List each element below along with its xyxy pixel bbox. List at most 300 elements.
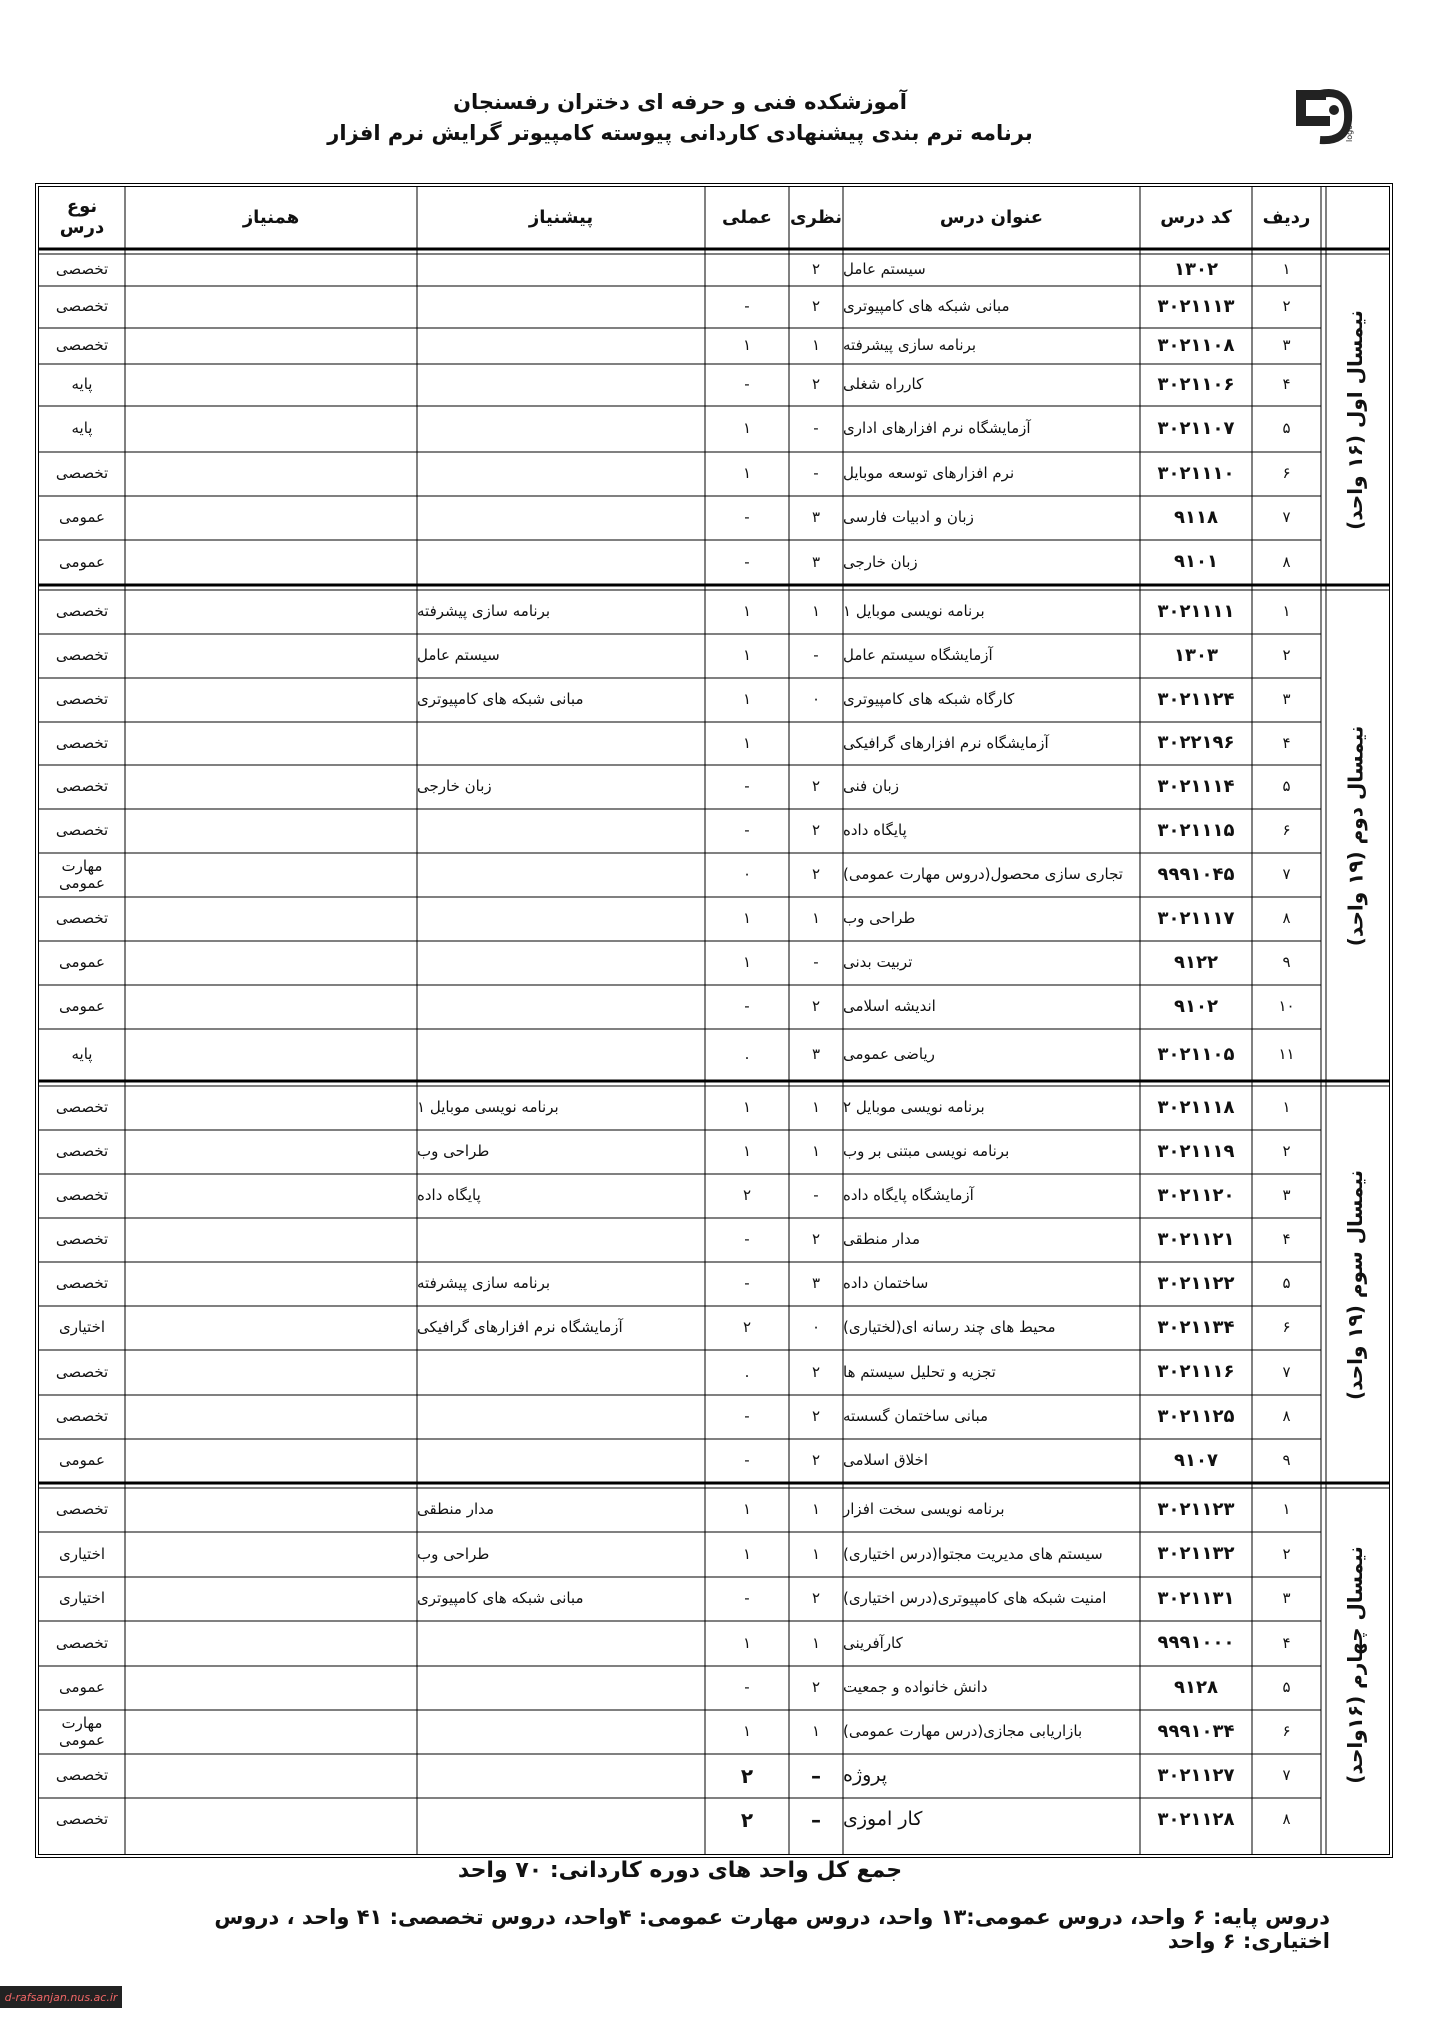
cell-nazari: ۱ bbox=[811, 909, 821, 928]
cell-nazari: ۱ bbox=[811, 602, 821, 621]
cell-code: ۹۹۹۱۰۳۴ bbox=[1157, 1720, 1235, 1742]
cell-amali: ۲ bbox=[742, 1318, 752, 1337]
cell-coreq bbox=[125, 1621, 417, 1666]
cell-amali: ۱ bbox=[742, 464, 752, 483]
cell-radif: ۷ bbox=[1282, 1362, 1291, 1381]
cell-prereq: برنامه سازی پیشرفته bbox=[417, 1274, 551, 1293]
cell-name: زبان فنی bbox=[843, 777, 899, 796]
cell-type: عمومی bbox=[59, 997, 105, 1016]
cell-nazari: - bbox=[813, 464, 819, 483]
cell-amali: ۲ bbox=[740, 1763, 754, 1788]
cell-radif: ۱ bbox=[1282, 260, 1291, 279]
cell-coreq bbox=[125, 286, 417, 328]
cell-type: تخصصی bbox=[55, 1230, 109, 1249]
cell-code: ۹۹۹۱۰۰۰ bbox=[1157, 1632, 1235, 1654]
cell-radif: ۴ bbox=[1282, 733, 1291, 752]
cell-radif: ۹ bbox=[1282, 953, 1291, 972]
cell-code: ۹۱۲۲ bbox=[1174, 951, 1218, 973]
cell-type: تخصصی bbox=[55, 1098, 109, 1117]
cell-name: مدار منطقی bbox=[843, 1230, 921, 1249]
cell-name: کارراه شغلی bbox=[843, 375, 924, 394]
cell-coreq bbox=[125, 1395, 417, 1439]
cell-type: تخصصی bbox=[55, 646, 109, 665]
cell-amali: ۱ bbox=[742, 909, 752, 928]
cell-radif: ۳ bbox=[1282, 336, 1291, 355]
cell-name: کارگاه شبکه های کامپیوتری bbox=[843, 690, 1015, 709]
cell-type: مهارت عمومی bbox=[59, 1713, 105, 1749]
cell-prereq bbox=[417, 722, 705, 765]
cell-coreq bbox=[125, 452, 417, 496]
cell-code: ۳۰۲۱۱۱۵ bbox=[1157, 819, 1235, 841]
cell-amali: ۱ bbox=[742, 419, 752, 438]
cell-prereq bbox=[417, 452, 705, 496]
cell-prereq: طراحی وب bbox=[417, 1142, 490, 1161]
cell-code: ۹۱۰۲ bbox=[1174, 995, 1218, 1017]
cell-prereq: برنامه سازی پیشرفته bbox=[417, 602, 551, 621]
cell-code: ۹۱۲۸ bbox=[1174, 1676, 1218, 1698]
cell-code: ۳۰۲۱۱۱۶ bbox=[1157, 1361, 1235, 1383]
cell-code: ۳۰۲۱۱۱۰ bbox=[1157, 462, 1235, 484]
cell-name: تجزیه و تحلیل سیستم ها bbox=[843, 1362, 996, 1381]
cell-nazari: ۱ bbox=[811, 1142, 821, 1161]
cell-name: محیط های چند رسانه ای(لختیاری) bbox=[843, 1318, 1056, 1337]
cell-nazari: ۲ bbox=[811, 1230, 821, 1249]
cell-coreq bbox=[125, 1710, 417, 1754]
cell-name: سیستم عامل bbox=[843, 260, 926, 279]
cell-radif: ۶ bbox=[1282, 1722, 1291, 1741]
cell-amali: . bbox=[744, 1362, 750, 1381]
cell-nazari: ۲ bbox=[811, 260, 821, 279]
cell-type: اختیاری bbox=[58, 1544, 106, 1563]
cell-coreq bbox=[125, 1666, 417, 1710]
cell-coreq bbox=[125, 1029, 417, 1081]
semester-label-text: نیمسال چهارم (۱۶واحد) bbox=[1343, 1546, 1367, 1784]
cell-prereq bbox=[417, 540, 705, 585]
cell-radif: ۴ bbox=[1282, 1633, 1291, 1652]
cell-name: آزمایشگاه پایگاه داده bbox=[843, 1186, 974, 1205]
cell-amali: - bbox=[744, 508, 750, 527]
cell-type: عمومی bbox=[59, 1678, 105, 1697]
cell-type: تخصصی bbox=[55, 464, 109, 483]
cell-coreq bbox=[125, 1086, 417, 1130]
cell-coreq bbox=[125, 1350, 417, 1395]
cell-coreq bbox=[125, 540, 417, 585]
cell-coreq bbox=[125, 1174, 417, 1218]
cell-nazari: – bbox=[811, 1807, 821, 1832]
cell-prereq bbox=[417, 1439, 705, 1483]
cell-code: ۳۰۲۱۱۲۵ bbox=[1157, 1405, 1235, 1427]
cell-amali: ۲ bbox=[740, 1807, 754, 1832]
cell-coreq bbox=[125, 941, 417, 985]
cell-prereq bbox=[417, 897, 705, 941]
cell-code: ۳۰۲۱۱۱۳ bbox=[1157, 295, 1235, 317]
cell-name: امنیت شبکه های کامپیوتری(درس اختیاری) bbox=[843, 1589, 1107, 1608]
semester-label-text: نیمسال سوم (۱۹ واحد) bbox=[1343, 1169, 1368, 1400]
cell-nazari: ۱ bbox=[811, 336, 821, 355]
cell-name: برنامه نویسی موبایل ۱ bbox=[843, 602, 985, 621]
cell-prereq: زبان خارجی bbox=[417, 777, 492, 796]
cell-coreq bbox=[125, 1306, 417, 1350]
cell-nazari: - bbox=[813, 953, 819, 972]
cell-code: ۳۰۲۱۱۲۲ bbox=[1157, 1272, 1235, 1294]
cell-code: ۳۰۲۲۱۹۶ bbox=[1157, 732, 1235, 754]
cell-amali: ۱ bbox=[742, 690, 752, 709]
cell-type: تخصصی bbox=[55, 297, 109, 316]
cell-name: بازاریابی مجازی(درس مهارت عمومی) bbox=[843, 1722, 1083, 1741]
cell-nazari: ۲ bbox=[811, 821, 821, 840]
cell-radif: ۹ bbox=[1282, 1451, 1291, 1470]
cell-name: کار اموزی bbox=[843, 1808, 923, 1831]
cell-coreq bbox=[125, 1218, 417, 1262]
cell-radif: ۴ bbox=[1282, 375, 1291, 394]
cell-radif: ۳ bbox=[1282, 1589, 1291, 1608]
cell-prereq bbox=[417, 286, 705, 328]
cell-type: عمومی bbox=[59, 1451, 105, 1470]
college-logo bbox=[1290, 80, 1360, 150]
cell-coreq bbox=[125, 1130, 417, 1174]
cell-nazari: ۱ bbox=[811, 1633, 821, 1652]
cell-type: تخصصی bbox=[55, 777, 109, 796]
cell-amali: ۲ bbox=[742, 1186, 752, 1205]
document-subtitle: برنامه ترم بندی پیشنهادی کاردانی پیوسته کامپیوتر گرایش نرم افزار bbox=[327, 121, 1033, 145]
cell-prereq: مبانی شبکه های کامپیوتری bbox=[417, 690, 584, 709]
cell-coreq bbox=[125, 722, 417, 765]
cell-code: ۹۱۰۱ bbox=[1174, 551, 1218, 573]
cell-coreq bbox=[125, 1754, 417, 1798]
cell-amali: - bbox=[744, 375, 750, 394]
cell-name: تجاری سازی محصول(دروس مهارت عمومی) bbox=[843, 865, 1123, 884]
cell-prereq bbox=[417, 941, 705, 985]
cell-coreq bbox=[125, 254, 417, 286]
cell-name: مبانی ساختمان گسسته bbox=[843, 1407, 989, 1426]
cell-name: زبان و ادبیات فارسی bbox=[843, 508, 974, 527]
cell-nazari: ۲ bbox=[811, 297, 821, 316]
cell-amali: - bbox=[744, 1678, 750, 1697]
cell-coreq bbox=[125, 853, 417, 897]
cell-code: ۹۱۱۸ bbox=[1174, 506, 1218, 528]
cell-prereq bbox=[417, 1395, 705, 1439]
cell-prereq: مبانی شبکه های کامپیوتری bbox=[417, 1589, 584, 1608]
cell-code: ۳۰۲۱۱۲۸ bbox=[1157, 1808, 1235, 1830]
header-name: عنوان درس bbox=[939, 206, 1044, 228]
cell-code: ۳۰۲۱۱۳۴ bbox=[1157, 1316, 1235, 1338]
cell-type: عمومی bbox=[59, 552, 105, 571]
semester-label bbox=[1321, 1086, 1389, 1483]
cell-amali: - bbox=[744, 777, 750, 796]
cell-coreq bbox=[125, 1488, 417, 1532]
cell-name: ساختمان داده bbox=[843, 1274, 929, 1293]
cell-type: تخصصی bbox=[55, 1186, 109, 1205]
cell-coreq bbox=[125, 590, 417, 634]
cell-amali: ۱ bbox=[742, 1142, 752, 1161]
cell-radif: ۷ bbox=[1282, 508, 1291, 527]
cell-prereq: سیستم عامل bbox=[417, 646, 500, 665]
cell-nazari: ۳ bbox=[811, 508, 821, 527]
cell-coreq bbox=[125, 1798, 417, 1842]
cell-radif: ۱ bbox=[1282, 1098, 1291, 1117]
cell-radif: ۱۰ bbox=[1278, 997, 1295, 1016]
cell-code: ۹۹۹۱۰۴۵ bbox=[1157, 863, 1235, 885]
cell-type: عمومی bbox=[59, 953, 105, 972]
cell-amali: ۱ bbox=[742, 1098, 752, 1117]
cell-amali: - bbox=[744, 1407, 750, 1426]
cell-code: ۹۱۰۷ bbox=[1174, 1449, 1218, 1471]
cell-amali: - bbox=[744, 821, 750, 840]
cell-type: عمومی bbox=[59, 508, 105, 527]
cell-type: اختیاری bbox=[58, 1589, 106, 1608]
cell-radif: ۲ bbox=[1282, 1544, 1291, 1563]
cell-coreq bbox=[125, 1262, 417, 1306]
cell-type: تخصصی bbox=[55, 1407, 109, 1426]
cell-prereq bbox=[417, 1029, 705, 1081]
cell-prereq bbox=[417, 1621, 705, 1666]
cell-radif: ۱۱ bbox=[1278, 1045, 1295, 1064]
header-prereq: پیشنیاز bbox=[528, 206, 594, 228]
cell-nazari: ۱ bbox=[811, 1722, 821, 1741]
cell-amali: ۱ bbox=[742, 733, 752, 752]
cell-coreq bbox=[125, 765, 417, 809]
header-nazari: نظری bbox=[790, 206, 842, 228]
cell-radif: ۵ bbox=[1282, 1678, 1291, 1697]
cell-name: تربیت بدنی bbox=[843, 953, 913, 972]
semester-label bbox=[1321, 590, 1389, 1081]
cell-amali: - bbox=[744, 997, 750, 1016]
header-amali: عملی bbox=[722, 206, 772, 228]
cell-nazari: - bbox=[813, 646, 819, 665]
cell-name: آزمایشگاه سیستم عامل bbox=[843, 646, 993, 665]
cell-amali: - bbox=[744, 1230, 750, 1249]
cell-nazari: ۲ bbox=[811, 777, 821, 796]
cell-code: ۳۰۲۱۱۰۸ bbox=[1157, 334, 1235, 356]
total-units: جمع کل واحد های دوره کاردانی: ۷۰ واحد bbox=[457, 1858, 903, 1883]
cell-coreq bbox=[125, 985, 417, 1029]
cell-prereq: مدار منطقی bbox=[417, 1500, 495, 1519]
cell-coreq bbox=[125, 1532, 417, 1577]
header-code: کد درس bbox=[1160, 206, 1232, 228]
semester-label bbox=[1321, 254, 1389, 585]
cell-radif: ۱ bbox=[1282, 602, 1291, 621]
cell-radif: ۶ bbox=[1282, 1318, 1291, 1337]
cell-type: تخصصی bbox=[55, 733, 109, 752]
curriculum-table bbox=[35, 183, 1393, 1858]
cell-nazari: ۳ bbox=[811, 552, 821, 571]
cell-name: برنامه نویسی سخت افزار bbox=[843, 1500, 1005, 1519]
cell-radif: ۸ bbox=[1282, 909, 1291, 928]
cell-prereq bbox=[417, 328, 705, 364]
cell-nazari: – bbox=[811, 1763, 821, 1788]
cell-code: ۳۰۲۱۱۲۴ bbox=[1157, 688, 1235, 710]
cell-radif: ۸ bbox=[1282, 1810, 1291, 1829]
cell-amali: ۱ bbox=[742, 953, 752, 972]
cell-amali: ۰ bbox=[742, 865, 752, 884]
cell-prereq bbox=[417, 985, 705, 1029]
cell-radif: ۵ bbox=[1282, 777, 1291, 796]
cell-prereq: پایگاه داده bbox=[417, 1186, 481, 1205]
cell-code: ۳۰۲۱۱۱۸ bbox=[1157, 1096, 1235, 1118]
cell-name: پروژه bbox=[843, 1764, 888, 1787]
cell-coreq bbox=[125, 406, 417, 452]
cell-coreq bbox=[125, 364, 417, 406]
cell-nazari: ۲ bbox=[811, 1407, 821, 1426]
cell-radif: ۷ bbox=[1282, 865, 1291, 884]
cell-amali: - bbox=[744, 1451, 750, 1470]
cell-nazari: - bbox=[813, 1186, 819, 1205]
cell-prereq bbox=[417, 1666, 705, 1710]
cell-code: ۱۳۰۳ bbox=[1174, 644, 1218, 666]
cell-prereq bbox=[417, 1710, 705, 1754]
cell-code: ۱۳۰۲ bbox=[1174, 258, 1218, 280]
cell-nazari: ۰ bbox=[811, 690, 821, 709]
cell-radif: ۸ bbox=[1282, 552, 1291, 571]
cell-code: ۳۰۲۱۱۱۹ bbox=[1157, 1140, 1235, 1162]
cell-type: تخصصی bbox=[55, 602, 109, 621]
cell-nazari: ۲ bbox=[811, 997, 821, 1016]
cell-type: مهارت عمومی bbox=[59, 856, 105, 892]
cell-prereq bbox=[417, 809, 705, 853]
cell-type: تخصصی bbox=[55, 336, 109, 355]
cell-coreq bbox=[125, 809, 417, 853]
cell-coreq bbox=[125, 496, 417, 540]
cell-coreq bbox=[125, 634, 417, 678]
cell-amali: ۱ bbox=[742, 1500, 752, 1519]
cell-type: پایه bbox=[71, 1045, 93, 1064]
cell-type: تخصصی bbox=[55, 909, 109, 928]
cell-type: تخصصی bbox=[55, 690, 109, 709]
cell-amali: ۱ bbox=[742, 336, 752, 355]
cell-name: برنامه نویسی موبایل ۲ bbox=[843, 1098, 985, 1117]
semester-label bbox=[1321, 1488, 1389, 1842]
header-radif: ردیف bbox=[1262, 206, 1311, 228]
cell-radif: ۵ bbox=[1282, 419, 1291, 438]
cell-prereq bbox=[417, 1350, 705, 1395]
cell-name: آزمایشگاه نرم افزارهای اداری bbox=[843, 419, 1031, 438]
cell-type: تخصصی bbox=[55, 1362, 109, 1381]
cell-nazari: ۳ bbox=[811, 1274, 821, 1293]
cell-radif: ۸ bbox=[1282, 1407, 1291, 1426]
cell-nazari: ۲ bbox=[811, 1362, 821, 1381]
cell-prereq bbox=[417, 254, 705, 286]
cell-nazari: ۲ bbox=[811, 1589, 821, 1608]
cell-radif: ۴ bbox=[1282, 1230, 1291, 1249]
cell-prereq bbox=[417, 1218, 705, 1262]
cell-nazari: ۱ bbox=[811, 1544, 821, 1563]
cell-amali: - bbox=[744, 1589, 750, 1608]
cell-nazari: ۲ bbox=[811, 1451, 821, 1470]
cell-coreq bbox=[125, 328, 417, 364]
cell-name: سیستم های مدیریت مجتوا(درس اختیاری) bbox=[843, 1544, 1103, 1563]
cell-code: ۳۰۲۱۱۰۷ bbox=[1157, 417, 1235, 439]
cell-prereq bbox=[417, 496, 705, 540]
cell-radif: ۱ bbox=[1282, 1500, 1291, 1519]
cell-prereq: طراحی وب bbox=[417, 1544, 490, 1563]
cell-code: ۳۰۲۱۱۳۱ bbox=[1157, 1587, 1235, 1609]
cell-prereq bbox=[417, 1798, 705, 1842]
cell-name: آزمایشگاه نرم افزارهای گرافیکی bbox=[843, 733, 1049, 752]
cell-amali bbox=[705, 254, 789, 286]
cell-code: ۳۰۲۱۱۱۷ bbox=[1157, 907, 1235, 929]
cell-amali: ۱ bbox=[742, 1722, 752, 1741]
cell-amali: - bbox=[744, 1274, 750, 1293]
cell-name: زبان خارجی bbox=[843, 552, 918, 571]
cell-prereq: آزمایشگاه نرم افزارهای گرافیکی bbox=[417, 1318, 623, 1337]
cell-code: ۳۰۲۱۱۰۵ bbox=[1157, 1043, 1235, 1065]
cell-type: تخصصی bbox=[55, 1810, 109, 1829]
cell-name: طراحی وب bbox=[843, 909, 916, 928]
cell-nazari: - bbox=[813, 419, 819, 438]
cell-coreq bbox=[125, 1439, 417, 1483]
cell-type: تخصصی bbox=[55, 1274, 109, 1293]
cell-code: ۳۰۲۱۱۲۱ bbox=[1157, 1228, 1235, 1250]
cell-code: ۳۰۲۱۱۱۱ bbox=[1157, 600, 1235, 622]
cell-radif: ۳ bbox=[1282, 690, 1291, 709]
cell-amali: ۱ bbox=[742, 1633, 752, 1652]
cell-name: نرم افزارهای توسعه موبایل bbox=[843, 464, 1015, 483]
semester-label-text: نیمسال دوم (۱۹ واحد) bbox=[1343, 725, 1367, 946]
cell-nazari: ۳ bbox=[811, 1045, 821, 1064]
document-title: آموزشکده فنی و حرفه ای دختران رفسنجان bbox=[453, 90, 907, 114]
cell-type: پایه bbox=[71, 375, 93, 394]
cell-radif: ۳ bbox=[1282, 1186, 1291, 1205]
cell-prereq bbox=[417, 406, 705, 452]
cell-name: دانش خانواده و جمعیت bbox=[843, 1678, 988, 1697]
cell-code: ۳۰۲۱۱۲۷ bbox=[1157, 1764, 1235, 1786]
cell-name: پایگاه داده bbox=[843, 821, 907, 840]
cell-nazari: ۲ bbox=[811, 1678, 821, 1697]
cell-amali: - bbox=[744, 297, 750, 316]
cell-type: تخصصی bbox=[55, 1633, 109, 1652]
header-coreq: همنیاز bbox=[242, 206, 300, 228]
cell-radif: ۶ bbox=[1282, 821, 1291, 840]
cell-nazari: ۲ bbox=[811, 865, 821, 884]
cell-code: ۳۰۲۱۱۱۴ bbox=[1157, 775, 1235, 797]
cell-coreq bbox=[125, 1577, 417, 1621]
cell-type: تخصصی bbox=[55, 1142, 109, 1161]
cell-radif: ۶ bbox=[1282, 464, 1291, 483]
cell-code: ۳۰۲۱۱۰۶ bbox=[1157, 373, 1235, 395]
cell-name: مبانی شبکه های کامپیوتری bbox=[843, 297, 1010, 316]
cell-name: برنامه نویسی مبتنی بر وب bbox=[843, 1142, 1010, 1161]
cell-type: پایه bbox=[71, 419, 93, 438]
cell-type: تخصصی bbox=[55, 1766, 109, 1785]
cell-amali: . bbox=[744, 1045, 750, 1064]
cell-coreq bbox=[125, 897, 417, 941]
cell-type: تخصصی bbox=[55, 260, 109, 279]
cell-name: کارآفرینی bbox=[843, 1633, 903, 1652]
cell-nazari bbox=[789, 722, 843, 765]
cell-name: ریاضی عمومی bbox=[843, 1045, 935, 1064]
cell-prereq bbox=[417, 1754, 705, 1798]
units-summary: دروس پایه: ۶ واحد، دروس عمومی:۱۳ واحد، دروس مهارت عمومی: ۴واحد، دروس تخصصی: ۴۱ واحد ، دروس اختیاری: ۶ واحد bbox=[214, 1905, 1330, 1953]
cell-nazari: ۰ bbox=[811, 1318, 821, 1337]
cell-code: ۳۰۲۱۱۲۰ bbox=[1157, 1184, 1235, 1206]
svg-text:logo: logo bbox=[1345, 124, 1354, 142]
cell-amali: - bbox=[744, 552, 750, 571]
cell-prereq bbox=[417, 364, 705, 406]
cell-radif: ۵ bbox=[1282, 1274, 1291, 1293]
header-type: نوع درس bbox=[59, 196, 105, 238]
cell-code: ۳۰۲۱۱۲۳ bbox=[1157, 1498, 1235, 1520]
cell-radif: ۲ bbox=[1282, 646, 1291, 665]
cell-nazari: ۱ bbox=[811, 1098, 821, 1117]
cell-name: برنامه سازی پیشرفته bbox=[843, 336, 977, 355]
cell-radif: ۷ bbox=[1282, 1766, 1291, 1785]
cell-amali: ۱ bbox=[742, 1544, 752, 1563]
cell-radif: ۲ bbox=[1282, 1142, 1291, 1161]
cell-type: تخصصی bbox=[55, 821, 109, 840]
cell-amali: ۱ bbox=[742, 602, 752, 621]
cell-nazari: ۲ bbox=[811, 375, 821, 394]
cell-amali: ۱ bbox=[742, 646, 752, 665]
